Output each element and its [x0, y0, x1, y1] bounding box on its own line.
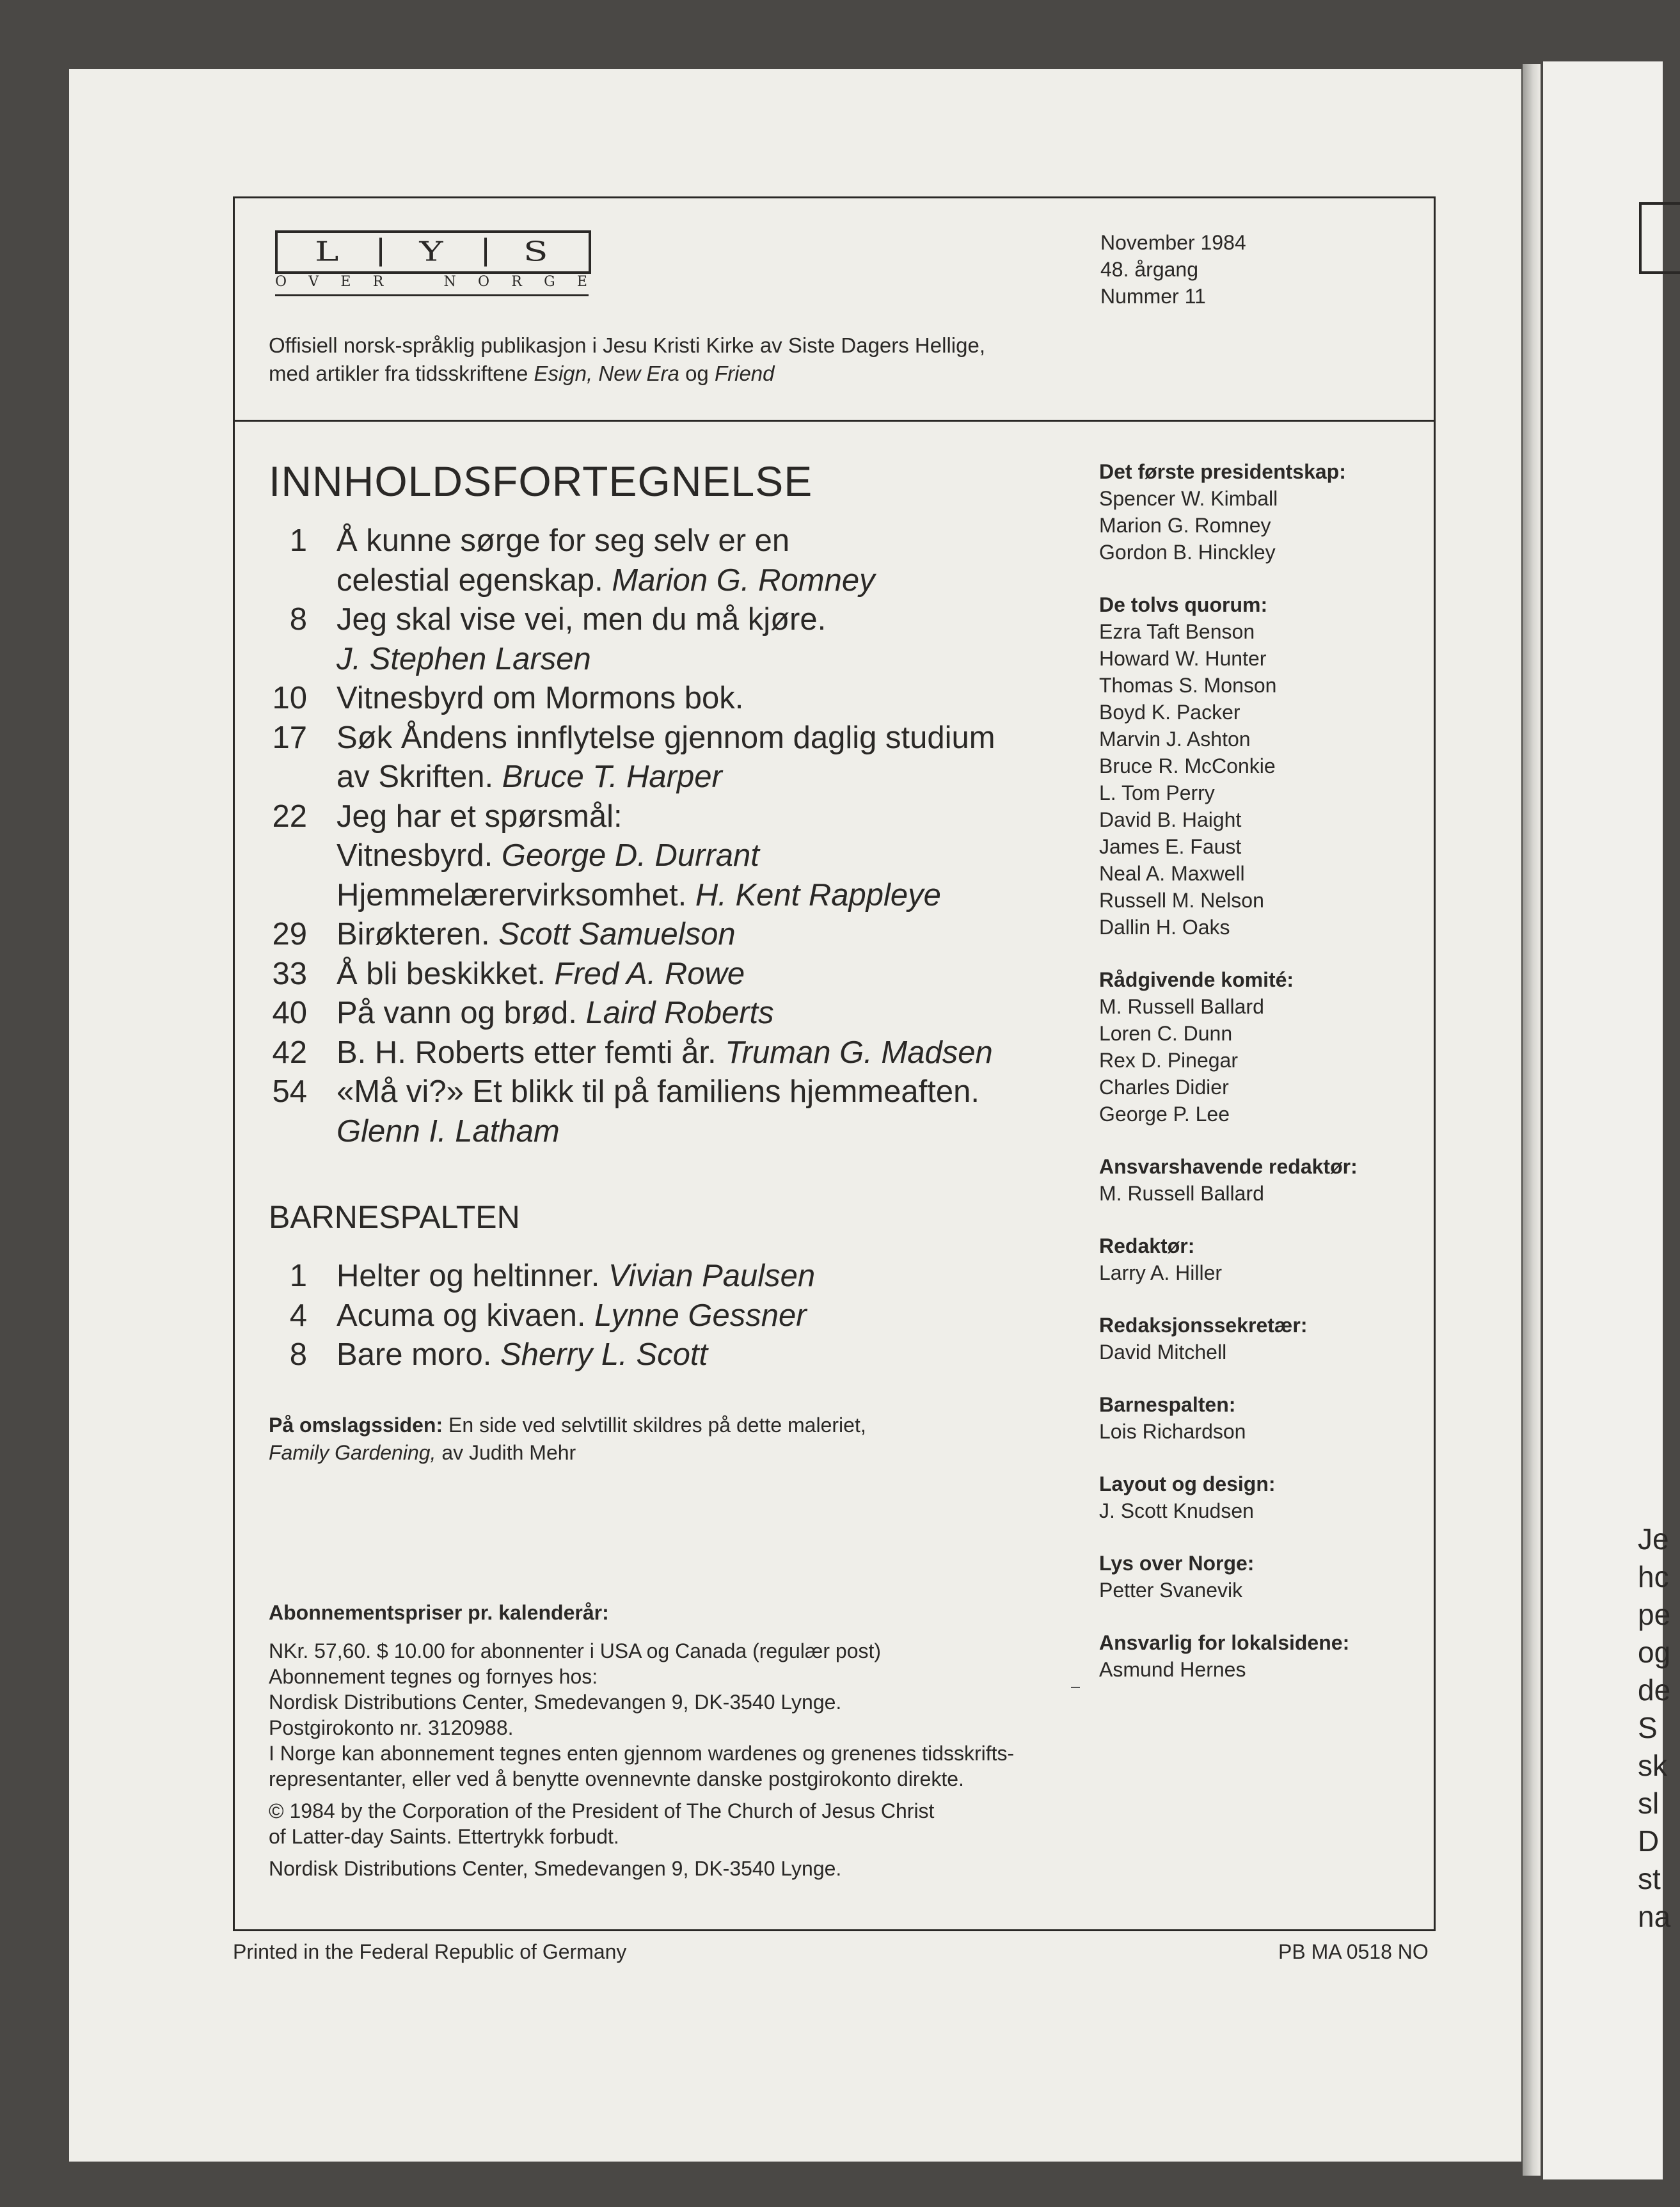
issue-volume: 48. årgang — [1100, 258, 1199, 281]
staff-name: L. Tom Perry — [1099, 781, 1215, 804]
toc-page-number: 1 — [289, 523, 307, 558]
toc-article-title: av Skriften. — [337, 760, 502, 794]
staff-name: M. Russell Ballard — [1099, 1182, 1264, 1205]
logo-sub-letter: E — [340, 274, 353, 290]
staff-role: De tolvs quorum: — [1099, 593, 1268, 616]
toc-page-number: 33 — [272, 956, 307, 991]
toc-article-title: Hjemmelærervirksomhet. — [337, 877, 695, 912]
toc-article-title: Å kunne sørge for seg selv er en — [337, 523, 790, 558]
toc-line — [337, 758, 1094, 797]
staff-name: Lois Richardson — [1099, 1420, 1246, 1443]
facing-page-box — [1639, 202, 1680, 274]
facing-page-fragment: D — [1638, 1824, 1660, 1858]
staff-name: Thomas S. Monson — [1099, 674, 1277, 697]
toc-line — [337, 994, 1094, 1033]
staff-group — [1099, 1391, 1432, 1445]
subscription-price: NKr. 57,60. $ 10.00 for abonnenter i USA og Canada (regulær post) — [269, 1639, 882, 1662]
facing-page-fragment: Je — [1638, 1522, 1669, 1556]
toc-page-number: 4 — [289, 1298, 307, 1333]
logo-letter: L — [278, 238, 382, 267]
toc-item — [269, 994, 1094, 1033]
logo-rule — [275, 294, 589, 296]
staff-group — [1099, 458, 1432, 566]
toc-article-title: Å bli beskikket. — [337, 956, 555, 991]
subscription-giro: Postgirokonto nr. 3120988. — [269, 1716, 514, 1739]
subscription-renew: Abonnement tegnes og fornyes hos: — [269, 1665, 598, 1688]
staff-name: Charles Didier — [1099, 1076, 1229, 1099]
publication-code: PB MA 0518 NO — [1278, 1940, 1429, 1963]
toc-item — [269, 797, 1094, 916]
toc-line — [337, 1257, 1094, 1296]
logo-sub-letter: V — [308, 274, 321, 290]
cover-note — [269, 1412, 1094, 1467]
subscription-address: Nordisk Distributions Center, Smedevangen 9, DK-3540 Lynge. — [269, 1691, 842, 1714]
toc-author: Lynne Gessner — [594, 1298, 807, 1333]
logo-letter: S — [523, 236, 552, 267]
staff-role: Redaktør: — [1099, 1234, 1195, 1257]
staff-name: Ezra Taft Benson — [1099, 620, 1255, 643]
toc-page-number: 40 — [272, 996, 307, 1030]
logo-sub-letter: O — [275, 274, 289, 290]
barnespalten-item — [269, 1257, 1094, 1296]
facing-page-fragment: pe — [1638, 1598, 1671, 1631]
logo-letter: Y — [382, 238, 486, 267]
toc-title: INNHOLDSFORTEGNELSE — [269, 458, 813, 505]
staff-name: Dallin H. Oaks — [1099, 916, 1230, 939]
staff-name: Gordon B. Hinckley — [1099, 541, 1276, 564]
toc-author: Scott Samuelson — [498, 917, 736, 952]
toc-author: Bruce T. Harper — [502, 760, 722, 794]
toc-list — [269, 522, 1094, 1151]
toc-line — [337, 1296, 1094, 1336]
staff-name: David Mitchell — [1099, 1341, 1227, 1364]
logo-word — [275, 230, 591, 274]
facing-page-fragment: st — [1638, 1862, 1661, 1895]
staff-name: Marion G. Romney — [1099, 514, 1271, 537]
toc-line — [337, 719, 1094, 758]
cover-painting-title: Family Gardening, — [269, 1441, 436, 1464]
subscription-heading: Abonnementspriser pr. kalenderår: — [269, 1601, 609, 1624]
toc-item — [269, 1033, 1094, 1073]
staff-role: Redaksjonssekretær: — [1099, 1314, 1308, 1337]
staff-name: Neal A. Maxwell — [1099, 862, 1245, 885]
magazine-name: Friend — [714, 362, 775, 385]
toc-line — [337, 600, 1094, 640]
staff-role: Det første presidentskap: — [1099, 460, 1346, 483]
toc-item — [269, 1072, 1094, 1151]
toc-line — [337, 1335, 1094, 1375]
toc-author: Sherry L. Scott — [500, 1337, 708, 1372]
logo-sub-letter: R — [372, 274, 385, 290]
staff-name: Marvin J. Ashton — [1099, 728, 1251, 751]
toc-page-number: 17 — [272, 720, 307, 755]
toc-article-title: Helter og heltinner. — [337, 1259, 608, 1293]
toc-page-number: 1 — [289, 1259, 307, 1293]
official-line: Offisiell norsk-språklig publikasjon i Jesu Kristi Kirke av Siste Dagers Hellige, — [269, 333, 985, 357]
official-text: og — [685, 362, 709, 385]
cover-label: På omslagssiden: — [269, 1414, 443, 1437]
magazine-name: New Era — [598, 362, 679, 385]
subscription-norway: I Norge kan abonnement tegnes enten gjennom wardenes og grenenes tidsskrifts- — [269, 1742, 1015, 1765]
staff-name: Howard W. Hunter — [1099, 647, 1267, 670]
toc-item — [269, 522, 1094, 600]
printed-in: Printed in the Federal Republic of Germany — [233, 1940, 627, 1963]
official-text: med artikler fra tidsskriftene — [269, 362, 534, 385]
copyright-block — [269, 1798, 1100, 1849]
toc-line — [337, 836, 1094, 876]
margin-mark — [1071, 1687, 1080, 1688]
staff-role: Rådgivende komité: — [1099, 968, 1294, 991]
toc-line — [337, 1033, 1094, 1073]
cover-line — [269, 1412, 1094, 1439]
staff-name: George P. Lee — [1099, 1103, 1230, 1126]
staff-name: M. Russell Ballard — [1099, 995, 1264, 1018]
staff-name: Loren C. Dunn — [1099, 1022, 1233, 1045]
logo-sub-letter: E — [576, 274, 589, 290]
facing-page-fragment: og — [1638, 1636, 1671, 1669]
toc-item — [269, 719, 1094, 797]
toc-article-title: B. H. Roberts etter femti år. — [337, 1035, 725, 1070]
lys-over-norge-logo — [275, 230, 589, 294]
toc-author: Fred A. Rowe — [554, 956, 745, 991]
staff-group — [1099, 1153, 1432, 1207]
page-spine — [1523, 64, 1541, 2176]
staff-role: Lys over Norge: — [1099, 1552, 1255, 1575]
facing-page-fragment: sl — [1638, 1787, 1660, 1820]
toc-article-title: Vitnesbyrd. — [337, 838, 502, 873]
toc-item — [269, 600, 1094, 679]
logo-sub-letter: R — [511, 274, 523, 290]
toc-page-number: 8 — [289, 1337, 307, 1372]
staff-role: Barnespalten: — [1099, 1393, 1236, 1416]
issue-info — [1100, 229, 1246, 310]
toc-article-title: celestial egenskap. — [337, 562, 612, 598]
toc-author: George D. Durrant — [501, 838, 759, 873]
barnespalten-list — [269, 1257, 1094, 1375]
toc-article-title: Birøkteren. — [337, 917, 499, 952]
toc-author: Vivian Paulsen — [608, 1259, 816, 1293]
subscription-norway: representanter, eller ved å benytte ovennevnte danske postgirokonto direkte. — [269, 1767, 964, 1790]
facing-page-fragment: S — [1638, 1711, 1658, 1744]
staff-group — [1099, 1550, 1432, 1604]
barnespalten-title: BARNESPALTEN — [269, 1199, 520, 1235]
staff-role: Ansvarlig for lokalsidene: — [1099, 1631, 1350, 1654]
copyright-text: of Latter-day Saints. Ettertrykk forbudt. — [269, 1825, 619, 1848]
toc-author: J. Stephen Larsen — [337, 641, 591, 676]
staff-name: J. Scott Knudsen — [1099, 1499, 1254, 1522]
staff-name: Boyd K. Packer — [1099, 701, 1240, 724]
staff-name: Bruce R. McConkie — [1099, 754, 1276, 777]
facing-page-fragment: hc — [1638, 1560, 1669, 1593]
staff-group — [1099, 1312, 1432, 1366]
toc-article-title: «Må vi?» Et blikk til på familiens hjemmeaften. — [337, 1074, 979, 1109]
staff-name: Petter Svanevik — [1099, 1579, 1243, 1602]
facing-page-fragment: na — [1638, 1900, 1671, 1933]
facing-page-fragment: sk — [1638, 1749, 1667, 1782]
logo-sub-letter: N — [443, 274, 457, 290]
issue-date: November 1984 — [1100, 231, 1246, 254]
issue-number: Nummer 11 — [1100, 285, 1206, 308]
staff-name: Russell M. Nelson — [1099, 889, 1264, 912]
toc-line — [337, 1112, 1094, 1152]
toc-article-title: På vann og brød. — [337, 996, 586, 1030]
magazine-name: Esign, — [534, 362, 593, 385]
toc-author: H. Kent Rappleye — [695, 877, 941, 912]
staff-group — [1099, 1470, 1432, 1524]
toc-article-title: Acuma og kivaen. — [337, 1298, 595, 1333]
toc-line — [337, 797, 1094, 837]
staff-list — [1099, 458, 1432, 1709]
staff-group — [1099, 591, 1432, 941]
staff-group — [1099, 966, 1432, 1127]
staff-name: David B. Haight — [1099, 808, 1242, 831]
staff-name: Rex D. Pinegar — [1099, 1049, 1238, 1072]
facing-page — [1543, 61, 1671, 2179]
toc-line — [337, 1072, 1094, 1112]
staff-group — [1099, 1232, 1432, 1286]
toc-page-number: 10 — [272, 681, 307, 715]
toc-item — [269, 679, 1094, 719]
barnespalten-item — [269, 1335, 1094, 1375]
staff-name: James E. Faust — [1099, 835, 1242, 858]
cover-artist: av Judith Mehr — [436, 1441, 576, 1464]
staff-role: Ansvarshavende redaktør: — [1099, 1155, 1358, 1178]
staff-group — [1099, 1629, 1432, 1683]
toc-article-title: Bare moro. — [337, 1337, 500, 1372]
distribution-address: Nordisk Distributions Center, Smedevangen 9, DK-3540 Lynge. — [269, 1857, 842, 1880]
staff-name: Spencer W. Kimball — [1099, 487, 1278, 510]
official-line — [269, 360, 1100, 388]
barnespalten-item — [269, 1296, 1094, 1336]
toc-author: Glenn I. Latham — [337, 1113, 560, 1149]
staff-role: Layout og design: — [1099, 1472, 1276, 1495]
logo-subtitle — [275, 274, 589, 290]
toc-line — [337, 640, 1094, 680]
toc-page-number: 54 — [272, 1074, 307, 1109]
toc-page-number: 29 — [272, 917, 307, 952]
toc-page-number: 42 — [272, 1035, 307, 1070]
subscription-info — [269, 1600, 1100, 1888]
copyright-text: © 1984 by the Corporation of the President of The Church of Jesus Christ — [269, 1799, 935, 1822]
toc-article-title: Vitnesbyrd om Mormons bok. — [337, 681, 744, 715]
logo-sub-letter: O — [478, 274, 491, 290]
cover-line — [269, 1439, 1094, 1467]
toc-page-number: 8 — [289, 602, 307, 637]
subscription-block — [269, 1638, 1100, 1792]
toc-item — [269, 915, 1094, 955]
staff-name: Asmund Hernes — [1099, 1658, 1246, 1681]
toc-line — [337, 876, 1094, 916]
toc-item — [269, 955, 1094, 994]
cover-text: En side ved selvtillit skildres på dette maleriet, — [443, 1414, 866, 1437]
facing-page-fragment: de — [1638, 1673, 1671, 1707]
toc-author: Truman G. Madsen — [725, 1035, 993, 1070]
staff-name: Larry A. Hiller — [1099, 1261, 1223, 1284]
toc-line — [337, 679, 1094, 719]
toc-article-title: Jeg har et spørsmål: — [337, 799, 622, 834]
official-statement — [269, 331, 1100, 388]
toc-article-title: Jeg skal vise vei, men du må kjøre. — [337, 602, 827, 637]
toc-line — [337, 955, 1094, 994]
toc-author: Laird Roberts — [585, 996, 774, 1030]
toc-author: Marion G. Romney — [612, 562, 875, 598]
toc-page-number: 22 — [272, 799, 307, 834]
toc-line — [337, 561, 1094, 601]
toc-line — [337, 522, 1094, 561]
toc-line — [337, 915, 1094, 955]
logo-sub-letter: G — [544, 274, 557, 290]
toc-article-title: Søk Åndens innflytelse gjennom daglig studium — [337, 720, 995, 755]
